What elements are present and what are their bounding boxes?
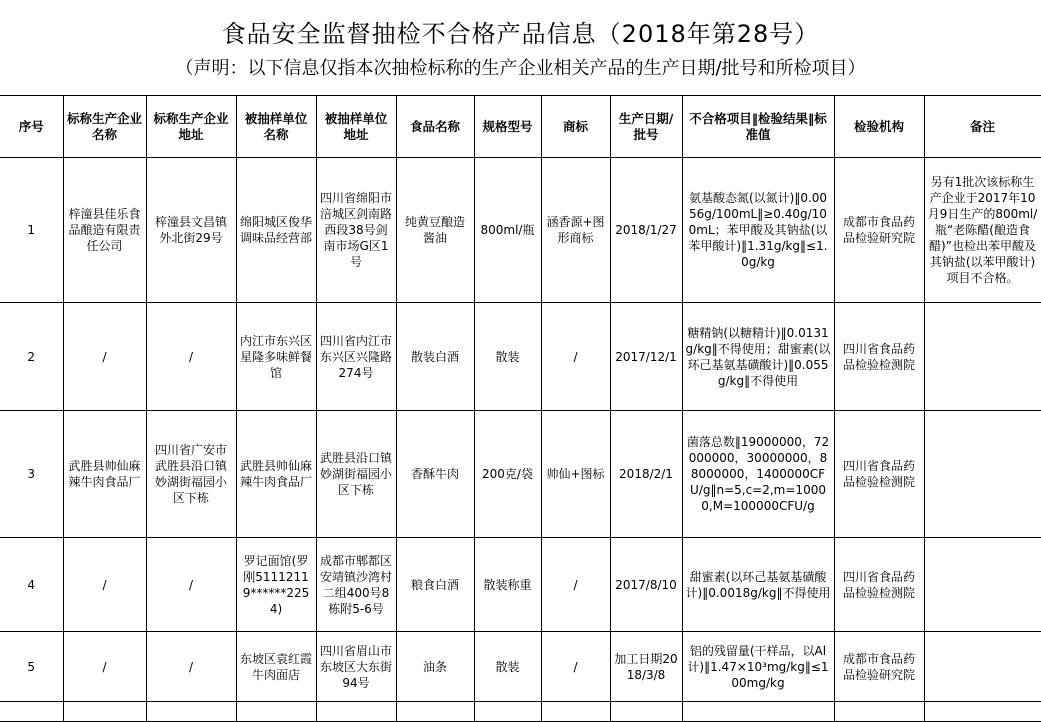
- cell-spec: 散装: [474, 303, 541, 411]
- cell-no: 2: [0, 303, 63, 411]
- table-row-partial: [0, 702, 1041, 722]
- cell-remark: [924, 632, 1041, 702]
- cell-producer-address: /: [146, 538, 236, 632]
- cell-failed-item: 铝的残留量(干样品，以Al计)‖1.47×10³mg/kg‖≤100mg/kg: [682, 632, 834, 702]
- cell-no: 4: [0, 538, 63, 632]
- col-header-no: 序号: [0, 96, 63, 158]
- col-header-remark: 备注: [924, 96, 1041, 158]
- cell-spec: 200克/袋: [474, 411, 541, 538]
- results-table: [0, 95, 1041, 722]
- cell-producer-address: /: [146, 632, 236, 702]
- cell-food-name: 散装白酒: [396, 303, 474, 411]
- cell-producer-name: 梓潼县佳乐食品酿造有限责任公司: [63, 158, 146, 303]
- cell-sampled-address: 四川省内江市东兴区兴隆路274号: [316, 303, 396, 411]
- cell-agency: 四川省食品药品检验检测院: [834, 411, 924, 538]
- col-header-date: 生产日期/批号: [610, 96, 682, 158]
- cell-failed-item: 糖精钠(以糖精计)‖0.0131g/kg‖不得使用；甜蜜素(以环己基氨基磺酸计)‖0.055g/kg‖不得使用: [682, 303, 834, 411]
- cell-agency: 四川省食品药品检验检测院: [834, 538, 924, 632]
- cell-producer-name: 武胜县帅仙麻辣牛肉食品厂: [63, 411, 146, 538]
- cell-remark: 另有1批次该标称生产企业于2017年10月9日生产的800ml/瓶“老陈醋(酿造食醋)”也检出苯甲酸及其钠盐(以苯甲酸计)项目不合格。: [924, 158, 1041, 303]
- cell-agency: 成都市食品药品检验研究院: [834, 158, 924, 303]
- col-header-food-name: 食品名称: [396, 96, 474, 158]
- cell-sampled-name: 武胜县帅仙麻辣牛肉食品厂: [236, 411, 316, 538]
- cell-brand: /: [541, 538, 610, 632]
- cell-sampled-name: 内江市东兴区星隆多味鲜餐馆: [236, 303, 316, 411]
- table-header-row: [0, 96, 1041, 158]
- cell-spec: 800ml/瓶: [474, 158, 541, 303]
- cell-producer-address: 梓潼县文昌镇外北街29号: [146, 158, 236, 303]
- cell-date: 2017/12/1: [610, 303, 682, 411]
- cell-no: 3: [0, 411, 63, 538]
- cell-failed-item: 菌落总数‖19000000，72000000，30000000，88000000，1400000CFU/g‖n=5,c=2,m=10000,M=100000CFU/g: [682, 411, 834, 538]
- col-header-sampled-address: 被抽样单位地址: [316, 96, 396, 158]
- cell-sampled-address: 四川省绵阳市涪城区剑南路西段38号剑南市场G区1号: [316, 158, 396, 303]
- cell-food-name: 香酥牛肉: [396, 411, 474, 538]
- cell-food-name: 粮食白酒: [396, 538, 474, 632]
- col-header-agency: 检验机构: [834, 96, 924, 158]
- cell-food-name: 油条: [396, 632, 474, 702]
- cell-spec: 散装: [474, 632, 541, 702]
- cell-sampled-name: 绵阳城区俊华调味品经营部: [236, 158, 316, 303]
- cell-brand: 帅仙+图标: [541, 411, 610, 538]
- table-row: [0, 632, 1041, 702]
- cell-sampled-address: 成都市郫都区安靖镇沙湾村二组400号8栋附5-6号: [316, 538, 396, 632]
- page-subtitle: （声明：以下信息仅指本次抽检标称的生产企业相关产品的生产日期/批号和所检项目）: [175, 58, 866, 79]
- cell-no: 5: [0, 632, 63, 702]
- cell-spec: 散装称重: [474, 538, 541, 632]
- cell-sampled-address: 武胜县沿口镇妙湖街福园小区下栋: [316, 411, 396, 538]
- cell-producer-name: /: [63, 632, 146, 702]
- col-header-brand: 商标: [541, 96, 610, 158]
- col-header-sampled-name: 被抽样单位名称: [236, 96, 316, 158]
- col-header-producer-name: 标称生产企业名称: [63, 96, 146, 158]
- cell-sampled-address: 四川省眉山市东坡区大东街94号: [316, 632, 396, 702]
- col-header-failed-item: 不合格项目‖检验结果‖标准值: [682, 96, 834, 158]
- cell-remark: [924, 538, 1041, 632]
- cell-date: 2017/8/10: [610, 538, 682, 632]
- cell-failed-item: 甜蜜素(以环己基氨基磺酸计)‖0.0018g/kg‖不得使用: [682, 538, 834, 632]
- cell-agency: 四川省食品药品检验检测院: [834, 303, 924, 411]
- table-row: [0, 538, 1041, 632]
- cell-failed-item: 氨基酸态氮(以氮计)‖0.0056g/100mL‖≥0.40g/100mL；苯甲酸及其钠盐(以苯甲酸计)‖1.31g/kg‖≤1.0g/kg: [682, 158, 834, 303]
- col-header-spec: 规格型号: [474, 96, 541, 158]
- cell-brand: /: [541, 303, 610, 411]
- cell-sampled-name: 罗记面馆(罗刚51112119******2254): [236, 538, 316, 632]
- cell-date: 加工日期2018/3/8: [610, 632, 682, 702]
- cell-date: 2018/1/27: [610, 158, 682, 303]
- table-row: [0, 303, 1041, 411]
- cell-date: 2018/2/1: [610, 411, 682, 538]
- page-title: 食品安全监督抽检不合格产品信息（2018年第28号）: [221, 20, 820, 48]
- table-row: [0, 158, 1041, 303]
- cell-brand: /: [541, 632, 610, 702]
- cell-sampled-name: 东坡区袁红霞牛肉面店: [236, 632, 316, 702]
- cell-brand: 涵香源+图形商标: [541, 158, 610, 303]
- cell-producer-address: /: [146, 303, 236, 411]
- cell-producer-name: /: [63, 303, 146, 411]
- cell-producer-address: 四川省广安市武胜县沿口镇妙湖街福园小区下栋: [146, 411, 236, 538]
- cell-remark: [924, 411, 1041, 538]
- cell-remark: [924, 303, 1041, 411]
- cell-food-name: 纯黄豆酿造酱油: [396, 158, 474, 303]
- cell-agency: 成都市食品药品检验研究院: [834, 632, 924, 702]
- cell-no: 1: [0, 158, 63, 303]
- col-header-producer-address: 标称生产企业地址: [146, 96, 236, 158]
- cell-producer-name: /: [63, 538, 146, 632]
- table-row: [0, 411, 1041, 538]
